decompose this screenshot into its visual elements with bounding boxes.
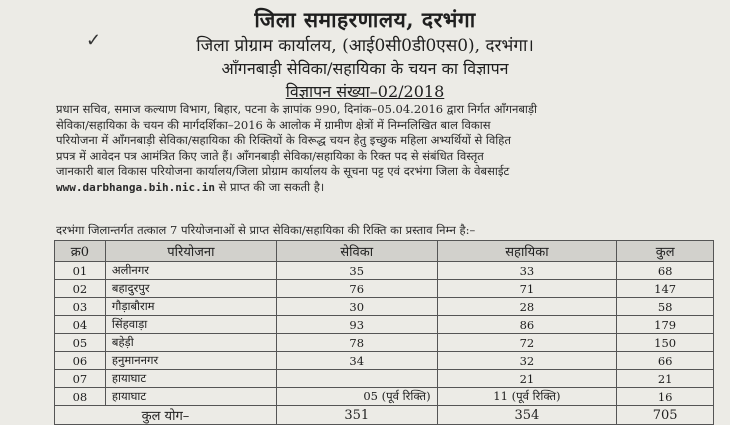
cell-project: सिंहवाड़ा	[105, 316, 276, 334]
table-row	[55, 280, 714, 298]
cell-sno: 06	[55, 352, 106, 370]
vacancy-table	[54, 240, 714, 425]
cell-sahayika: 32	[437, 352, 617, 370]
header-sahayika: सहायिका	[437, 241, 617, 262]
paragraph-line: जानकारी बाल विकास परियोजना कार्यालय/जिला प्रोग्राम कार्यालय के सूचना पट्ट एवं दरभंगा जिला के वेबसाईट	[56, 164, 510, 178]
website-link[interactable]: www.darbhanga.bih.nic.in	[56, 180, 215, 194]
total-sevika: 351	[276, 406, 437, 425]
cell-sahayika: 21	[437, 370, 617, 388]
total-sahayika: 354	[437, 406, 617, 425]
header-project: परियोजना	[105, 241, 276, 262]
table-row	[55, 370, 714, 388]
table-row	[55, 316, 714, 334]
cell-total: 179	[617, 316, 714, 334]
table-row	[55, 388, 714, 406]
cell-sevika: 76	[276, 280, 437, 298]
cell-project: बहेड़ी	[105, 334, 276, 352]
table-header-row	[55, 241, 714, 262]
cell-sevika: 93	[276, 316, 437, 334]
pen-mark-icon: ✓	[86, 30, 102, 51]
cell-project: गौड़ाबौराम	[105, 298, 276, 316]
cell-total: 16	[617, 388, 714, 406]
cell-total: 147	[617, 280, 714, 298]
table-intro: दरभंगा जिलान्तर्गत तत्काल 7 परियोजनाओं से प्राप्त सेविका/सहायिका की रिक्ति का प्रस्ताव निम्न है:–	[56, 223, 476, 237]
cell-project: बहादुरपुर	[105, 280, 276, 298]
paragraph-line: प्रपत्र में आवेदन पत्र आमंत्रित किए जाते हैं। आँगनबाड़ी सेविका/सहायिका के रिक्त पद से संबंधित विस्तृत	[56, 148, 484, 163]
cell-total: 66	[617, 352, 714, 370]
header-sevika: सेविका	[276, 241, 437, 262]
cell-sahayika: 33	[437, 262, 617, 280]
cell-sahayika: 71	[437, 280, 617, 298]
cell-total: 21	[617, 370, 714, 388]
cell-sno: 05	[55, 334, 106, 352]
cell-sevika: 78	[276, 334, 437, 352]
collectorate-title: जिला समाहरणालय, दरभंगा	[254, 7, 476, 32]
cell-sevika: 35	[276, 262, 437, 280]
notice-paragraph	[56, 102, 696, 195]
cell-sahayika: 11 (पूर्व रिक्ति)	[437, 388, 617, 406]
total-overall: 705	[617, 406, 714, 425]
paragraph-line-end: से प्राप्त की जा सकती है।	[214, 179, 325, 194]
cell-sno: 02	[55, 280, 106, 298]
cell-sevika	[276, 370, 437, 388]
cell-project: हायाघाट	[105, 370, 276, 388]
advertisement-number: विज्ञापन संख्या–02/2018	[285, 82, 445, 101]
cell-sevika: 34	[276, 352, 437, 370]
table-row	[55, 352, 714, 370]
paragraph-line: सेविका/सहायिका के चयन की मार्गदर्शिका–2016 के आलोक में ग्रामीण क्षेत्रों में निम्नलिखित बाल विकास	[56, 117, 491, 132]
cell-sno: 04	[55, 316, 106, 334]
paragraph-line	[56, 180, 696, 196]
cell-total: 150	[617, 334, 714, 352]
cell-total: 58	[617, 298, 714, 316]
total-label: कुल योग–	[55, 406, 277, 425]
paragraph-line: प्रधान सचिव, समाज कल्याण विभाग, बिहार, पटना के ज्ञापांक 990, दिनांक–05.04.2016 द्वारा निर्गत आँगनबाड़ी	[56, 102, 538, 116]
cell-sahayika: 28	[437, 298, 617, 316]
cell-sahayika: 86	[437, 316, 617, 334]
cell-project: हायाघाट	[105, 388, 276, 406]
cell-sevika: 30	[276, 298, 437, 316]
cell-sno: 03	[55, 298, 106, 316]
cell-sahayika: 72	[437, 334, 617, 352]
paragraph-line: परियोजना में आँगनबाड़ी सेविका/सहायिका की रिक्तियों के विरूद्ध चयन हेतु इच्छुक महिला अभ्यर्थियों से विहित	[56, 133, 511, 147]
office-subtitle: जिला प्रोग्राम कार्यालय, (आई0सी0डी0एस0), दरभंगा।	[196, 36, 534, 56]
cell-sevika: 05 (पूर्व रिक्ति)	[276, 388, 437, 406]
header-sno: क्र0	[55, 241, 106, 262]
cell-sno: 07	[55, 370, 106, 388]
cell-sno: 01	[55, 262, 106, 280]
table-row	[55, 298, 714, 316]
cell-project: अलीनगर	[105, 262, 276, 280]
cell-sno: 08	[55, 388, 106, 406]
table-row	[55, 262, 714, 280]
cell-project: हनुमाननगर	[105, 352, 276, 370]
table-row	[55, 334, 714, 352]
table-total-row	[55, 406, 714, 425]
header-total: कुल	[617, 241, 714, 262]
notice-title: आँगनबाड़ी सेविका/सहायिका के चयन का विज्ञापन	[221, 59, 509, 78]
cell-total: 68	[617, 262, 714, 280]
